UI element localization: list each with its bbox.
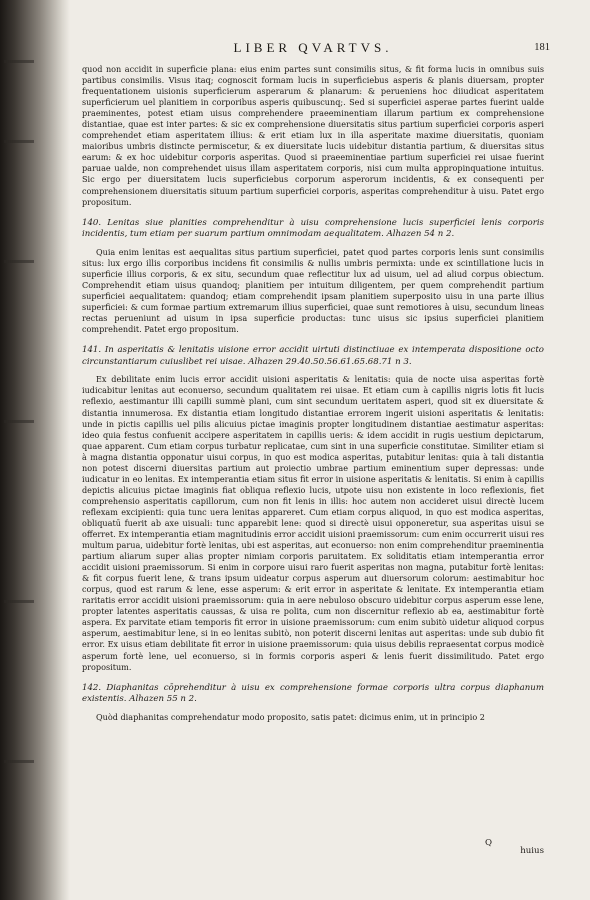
page-footer: [82, 838, 544, 860]
gutter-text-fragment: [4, 60, 34, 63]
gutter-text-fragment: [4, 600, 34, 603]
page-body: [82, 40, 544, 870]
running-title: LIBER QVARTVS.: [233, 40, 393, 55]
page-number: 181: [534, 42, 550, 53]
gutter-text-fragment: [4, 140, 34, 143]
text-flow: [82, 64, 544, 723]
proposition-heading: 141. In asperitatis & lenitatis uisione error accidit uirtuti distinctiuae ex intemperata dispositione octo circunstantiarum cuiuslibet rei uisae. Alhazen 29.40.50.56.61.65.68.71 n 3.: [82, 345, 544, 367]
paragraph: Quòd diaphanitas comprehendatur modo proposito, satis patet: dicimus enim, ut in principio 2: [96, 711, 485, 722]
paragraph: quod non accidit in superficie plana: eius enim partes sunt consimilis situs, & fit forma lucis in omnibus suis partibus consimilis. Visus itaq; cognoscit formam lucis in superficiebus asperis & planis diuersam, propter frequentationem uisionis superficierum asperarum & planarum: & perueniens hoc diiudicat asperitatem superficierum uel planitiem in corporibus asperis quibuscunq;. Sed si superficiei asperae partes fuerint ualde praeminentes, potest etiam uisus comprehendere praeeminentiam illarum partium ex comprehensione distantiae, quae est inter partes: & sic ex comprehensione diuersitatis situs partium superficiei corporis asperi comprehendet etiam asperitatem illius: & erit etiam lux in illa asperitate maxime diuersitatis, quoniam maioribus umbris distincte permiscetur, & ex diuersitate lucis uidebitur distantia partium, & diuersitas situs earum: & ex hoc uidebitur corporis asperitas. Quod si praeeminentiae partium superficiei rei uisae fuerint paruae ualde, non comprehendet uisus illam asperitatem corporis, nisi cum multa appropinquatione intuitus. Sic ergo per diuersitatem lucis superficiebus corporum asperorum incidentis, & ex consequenti per comprehensionem diuersitatis situum partium superficiei corporis, asperitas comprehenditur à uisu. Patet ergo propositum.: [82, 64, 544, 207]
proposition-heading: 140. Lenitas siue planities comprehenditur à uisu comprehensione lucis superficiei lenis corporis incidentis, tum etiam per suarum partium omnimodam aequalitatem. Alhazen 54 n 2.: [82, 217, 544, 240]
signature-mark: Q: [484, 838, 492, 848]
catchword: huius: [520, 846, 544, 856]
gutter-text-fragment: [4, 760, 34, 763]
paragraph: Quia enim lenitas est aequalitas situs partium superficiei, patet quod partes corporis lenis sunt consimilis situs: lux ergo illis corporibus incidens fit consimilis & nullis umbris permixta: unde ex scintillatione lucis in superficie illius corporis, & ex situ, secundum quae reflectitur lux ad uisum, uel ad aliud corpus obiectum. Comprehendit etiam uisus quandoq; planitiem per intuitum diligentem, per quem comprehendit partium superficiei aequalitatem: quandoq; etiam comprehendit ipsam planitiem superposito uisu in una parte illius superficiei: & cum formae partium extremarum illius superficiei, quae sunt remotiores à uisu, secundum lineas rectas perueniunt ad uisum in ipsa superficie productas: tunc uisus sic ipsius superficiei planitiem comprehendit. Patet ergo propositum.: [82, 246, 544, 335]
paragraph: Ex debilitate enim lucis error accidit uisioni asperitatis & lenitatis: quia de nocte uisa asperitas fortè iudicabitur lenitas aut econuerso, secundum qualitatem rei uisae. Et etiam cum à capillis nigris lotis fit lucis reflexio, aestimantur illi capilli summè plani, cum sint secundum ueritatem asperi, quod sit ex diuersitate & distantia innumerosa. Ex distantia etiam longitudo distantiae errorem ingerit uisioni asperitatis & lenitatis: unde in pictis capillis uel pilis alicuius pictae imaginis propter longitudinem distantiae aestimatur asperitas: ideo quia festus confuenit accipere asperitatem in capillis ueris: & idem accidit in rugis uestium depictarum, quae apparent. Cum etiam corpus turbatur replicatae, cum sint in una superficie constitutae. Similiter etiam si à magna distantia opponatur uisui corpus, in quo est modica asperitas, putabitur lenitas: quia à tali distantia non potest discerni diuersitas partium aut proiectio umbrae partium eminentium super depressas: unde iudicatur in eo lenitas. Ex intemperantia etiam situs fit error in uisione asperitatis & lenitatis. Si enim à capillis depictis alicuius pictae imaginis fiat obliqua reflexio lucis, utpote uisu non existente in loco reflexionis, fiet comprehensio asperitatis capillorum, cum non fit lenis in illis: hoc autem non accideret uisui directè lucem reflexam excipienti: quia tunc uera lenitas appareret. Cum etiam corpus aliquod, in quo est modica asperitas, obliquatū fuerit ab axe uisuali: tunc apparebit lene: quod si directè uisui opponeretur, sua asperitas uisui se offerret. Ex intemperantia etiam magnitudinis error accidit uisioni praemissorum: cum enim occurrerit uisui res multum parua, uidebitur fortè lenitas, ubi est asperitas, aut econuerso: non enim comprehenditur praeminentia partium aliarum super alias propter nimiam corporis paruitatem. Ex soliditatis etiam intemperantia error accidit uisioni praemissorum. Si enim in corpore uisui raro fuerit asperitas non magna, putabitur fortè lenitas: & fit corpus fuerit lene, & trans ipsum uideatur corpus asperum aut diuersorum colorum: aestimabitur hoc corpus, quod est rarum & lene, esse asperum: & erit error in asperitate & lenitate. Ex intemperantia etiam raritatis error accidit uisioni praemissorum: quia in aere nebuloso obscuro uidebitur corpus asperum esse lene, propter latentes asperitatis caussas, & uisa re polita, cum non discernitur reflexio ab ea, aestimabitur fortè aspera. Ex parvitate etiam temporis fit error in uisione praemissorum: cum enim subitò uidetur aliquod corpus asperum, aestimabitur lene, si in eo lenitas subitò, non poterit discerni lenitas aut asperitas: unde sub dubio fit error. Ex uisus etiam debilitate fit error in uisione praemissorum: quia uisus debilis repraesentat corpus modicè asperum fortè lene, uel econuerso, si in formis corporis asperi & lenis fuerit dissimilitudo. Patet ergo propositum.: [82, 374, 544, 672]
gutter-text-fragment: [4, 260, 34, 263]
gutter-text-fragment: [4, 420, 34, 423]
proposition-heading: 142. Diaphanitas cōprehenditur à uisu ex comprehensione formae corporis ultra corpus diaphanum existentis. Alhazen 55 n 2.: [82, 682, 544, 705]
binding-gutter: [0, 0, 70, 900]
